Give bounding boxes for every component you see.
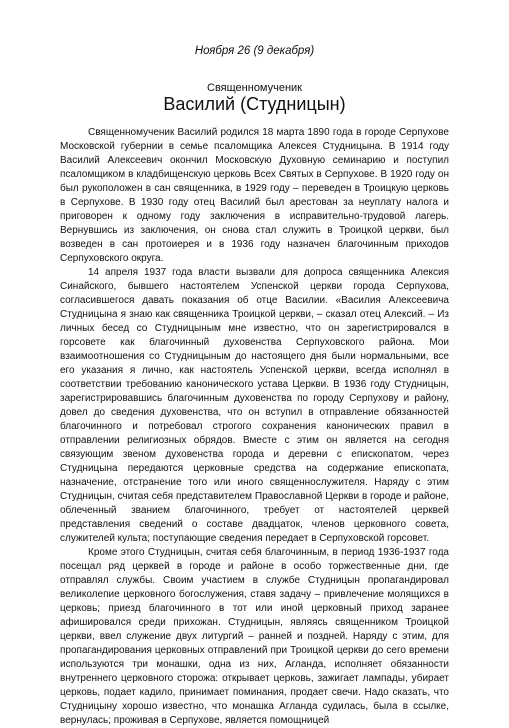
saint-rank: Священномученик bbox=[207, 82, 302, 94]
paragraph-testimony: Кроме этого Студницын, считая себя благочинным, в период 1936-1937 года посещал ряд церквей в городе и районе в особо торжественные дни, где отправлял службы. Своим участием в службе Студницын пропагандировал великолепие церковного богослужения, ставя задачу – привлечение молящихся в церковь; приезд благочинного в тот или иной церковный приход заранее афишировался среди прихожан. Студницын, являясь священником Троицкой церкви, ввел служение двух литургий – ранней и поздней. Наряду с этим, для пропагандирования церковных отправлений при Троицкой церкви до сего времени используются три монашки, одна из них, Агланда, исполняет обязанности внутреннего церковного сторожа: открывает церковь, зажигает лампады, убирает церковь, подает кадило, принимает поминания, продает свечи. Надо сказать, что Студницыну хорошо известно, что монашка Агланда судилась, была в ссылке, вернулась; проживая в Серпухове, является помощницей bbox=[60, 547, 449, 726]
saint-name: Василий (Студницын) bbox=[163, 94, 346, 114]
paragraph-biography: Священномученик Василий родился 18 марта 1890 года в городе Серпухове Московской губернии в семье псаломщика Алексея Студницына. В 1914 году Василий Алексеевич окончил Московскую Духовную семинарию и поступил псаломщиком в кладбищенскую церковь Всех Святых в Серпухове. В 1920 году он был рукоположен в сан священника, в 1929 году – переведен в Троицкую церковь в Серпухове. В 1930 году отец Василий был арестован за неуплату налога и приговорен к одному году заключения в исправительно-трудовой лагерь. Вернувшись из заключения, он снова стал служить в Троицкой церкви, был возведен в сан протоиерея и в 1936 году назначен благочинным приходов Серпуховского округа. bbox=[60, 127, 449, 264]
feast-date: Ноября 26 (9 декабря) bbox=[194, 45, 315, 57]
biography-text bbox=[60, 126, 449, 728]
paragraph-interrogation: 14 апреля 1937 года власти вызвали для допроса священника Алексия Синайского, бывшего настоятелем Успенской церкви города Серпухова, согласившегося давать показания об отце Василии. «Василия Алексеевича Студницына я знаю как священника Троицкой церкви, – сказал отец Алексий. – Из личных бесед со Студницыным мне известно, что он зарегистрировался в горсовете как благочинный духовенства Серпуховского района. Мои взаимоотношения со Студницыным до настоящего дня были нормальными, все его указания я лично, как настоятель Успенской церкви, всегда исполнял в соответствии требованию канонического устава Церкви. В 1936 году Студницын, зарегистрировавшись благочинным духовенства по городу Серпухову и району, довел до сведения духовенства, что он вступил в отправление обязанностей благочинного и потребовал строгого сохранения канонических правил в отправлении религиозных обрядов. Вместе с этим он является на сегодня связующим звеном духовенства города и деревни с епископатом, через Студницына передаются церковные средства на содержание епископата, назначение, отстранение того или иного священнослужителя. Наряду с этим Студницын, считая себя представителем Православной Церкви в городе и районе, облеченный званием благочинного, требует от настоятелей церквей представления сведений о составе двадцаток, членов церковного совета, служителей культа; поступающие сведения передает в Серпуховской горсовет. bbox=[60, 267, 449, 544]
